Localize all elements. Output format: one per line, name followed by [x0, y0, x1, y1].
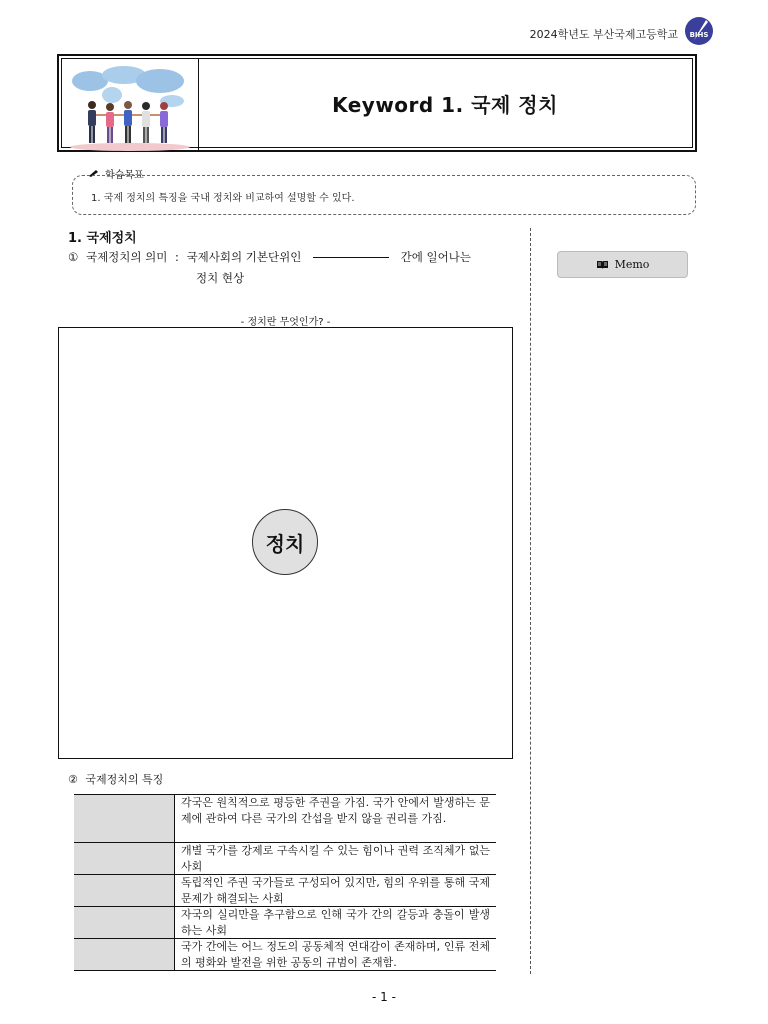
blank-label-cell[interactable] — [74, 875, 175, 906]
people-world-illustration — [62, 59, 199, 151]
blank-label-cell[interactable] — [74, 795, 175, 842]
title-box — [57, 54, 697, 152]
description-cell: 자국의 실리만을 추구함으로 인해 국가 간의 갈등과 충돌이 발생하는 사회 — [181, 908, 490, 937]
book-icon — [596, 260, 609, 270]
table-row — [74, 907, 496, 939]
item2-label: 국제정치의 특징 — [85, 773, 164, 786]
description-cell: 국가 간에는 어느 정도의 공동체적 연대감이 존재하며, 인류 전체의 평화와 발전을 위한 공동의 규범이 존재함. — [181, 940, 490, 969]
item1-separator: : — [175, 250, 179, 264]
question-caption: - 정치란 무엇인가? - — [240, 317, 331, 328]
description-cell: 각국은 원칙적으로 평등한 주권을 가짐. 국가 안에서 발생하는 문제에 관하여 다른 국가의 간섭을 받지 않을 권리를 가짐. — [181, 796, 490, 825]
table-row — [74, 843, 496, 875]
objective-label-text: 학습목표 — [105, 170, 144, 181]
svg-text:BIHS: BIHS — [689, 31, 709, 39]
objective-box — [72, 175, 696, 215]
fill-in-blank[interactable] — [313, 257, 389, 258]
school-logo — [684, 16, 714, 46]
item1-definition — [68, 249, 471, 265]
item1-term: 국제정치의 의미 — [85, 250, 168, 264]
section-heading: 1. 국제정치 — [68, 231, 137, 246]
table-row — [74, 939, 496, 971]
blank-label-cell[interactable] — [74, 907, 175, 938]
page-title: Keyword 1. 국제 정치 — [332, 92, 558, 117]
table-row — [74, 875, 496, 907]
column-divider — [530, 228, 531, 974]
table-row — [74, 795, 496, 843]
item1-line2: 정치 현상 — [196, 271, 245, 285]
blank-label-cell[interactable] — [74, 843, 175, 874]
memo-label: Memo — [614, 258, 650, 271]
memo-button[interactable] — [557, 251, 688, 278]
item2-marker: ② — [68, 773, 78, 786]
objective-text: 1. 국제 정치의 특징을 국내 정치와 비교하여 설명할 수 있다. — [91, 193, 355, 204]
item1-after-blank: 간에 일어나는 — [400, 250, 471, 264]
item1-marker: ① — [68, 250, 79, 264]
school-header: 2024학년도 부산국제고등학교 — [529, 28, 678, 41]
characteristics-table — [74, 794, 496, 971]
description-cell: 개별 국가를 강제로 구속시킬 수 있는 힘이나 권력 조직체가 없는 사회 — [181, 844, 490, 873]
blank-label-cell[interactable] — [74, 939, 175, 970]
page-number: - 1 - — [372, 990, 396, 1004]
item1-before-blank: 국제사회의 기본단위인 — [186, 250, 302, 264]
description-cell: 독립적인 주권 국가들로 구성되어 있지만, 힘의 우위를 통해 국제 문제가 해결되는 사회 — [181, 876, 490, 905]
politics-circle: 정치 — [252, 509, 318, 575]
item2-heading — [68, 771, 163, 787]
